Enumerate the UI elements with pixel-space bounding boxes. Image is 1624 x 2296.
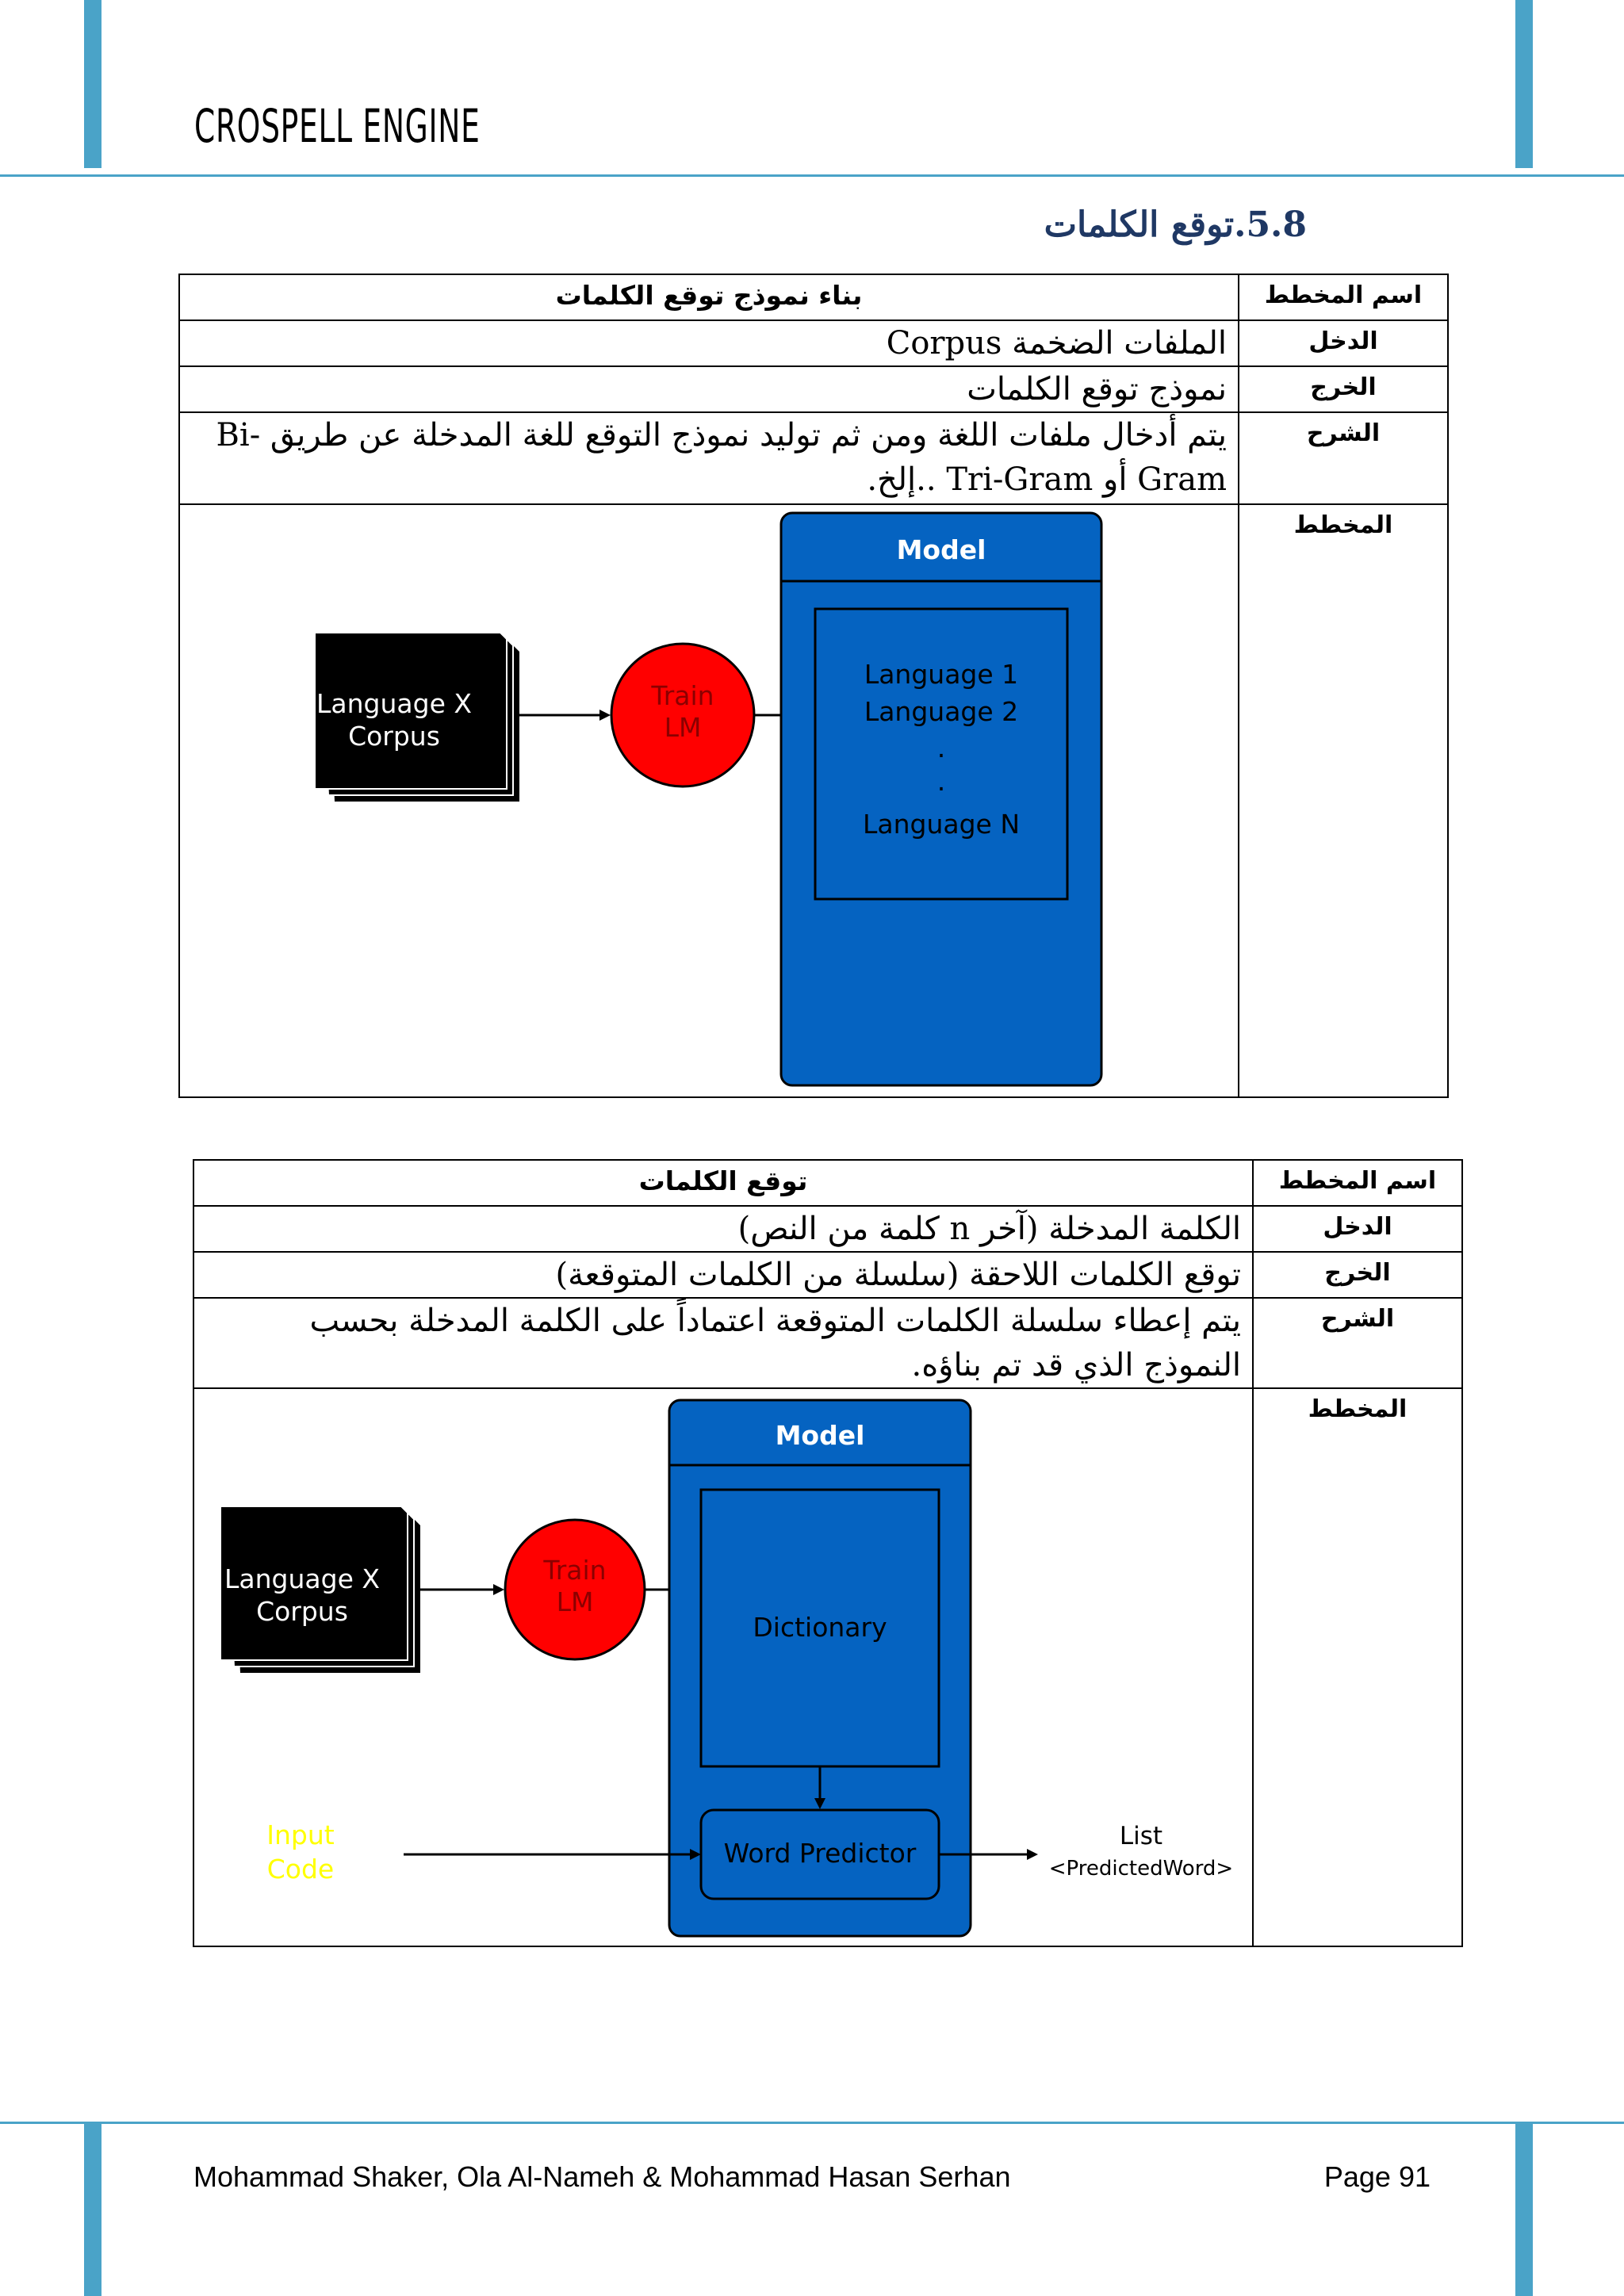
t2-model-title: Model xyxy=(775,1420,865,1451)
diagram-table-1 xyxy=(178,274,1449,1098)
t1-corpus-line1: Language X xyxy=(316,688,472,719)
t1-explain-value: يتم أدخال ملفات اللغة ومن ثم توليد نموذج التوقع للغة المدخلة عن طريق Bi-Gram أو Tri-Gram ..إلخ. xyxy=(179,412,1239,504)
t1-diagram-label: المخطط xyxy=(1239,504,1448,1097)
t1-input-label: الدخل xyxy=(1239,320,1448,366)
header-bar-left xyxy=(84,0,102,168)
t1-output-value: نموذج توقع الكلمات xyxy=(179,366,1239,412)
t1-name-label: اسم المخطط xyxy=(1239,274,1448,320)
section-heading: 5.8.توقع الكلمات xyxy=(1044,205,1307,245)
t2-explain-label: الشرح xyxy=(1253,1298,1462,1388)
t2-diagram-cell xyxy=(193,1388,1253,1946)
t1-corpus-line2: Corpus xyxy=(348,721,440,752)
t2-dictionary-label: Dictionary xyxy=(753,1612,887,1643)
footer-authors: Mohammad Shaker, Ola Al-Nameh & Mohammad Hasan Serhan xyxy=(193,2160,1011,2193)
footer-bar-right xyxy=(1515,2123,1533,2296)
t1-dot2: . xyxy=(936,766,946,797)
t1-arrowhead-1 xyxy=(599,710,611,721)
t2-output-value: توقع الكلمات اللاحقة (سلسلة من الكلمات المتوقعة) xyxy=(193,1252,1253,1298)
t1-model-title: Model xyxy=(896,534,986,565)
t1-explain-label: الشرح xyxy=(1239,412,1448,504)
t2-output-label: الخرج xyxy=(1253,1252,1462,1298)
t2-corpus-line2: Corpus xyxy=(256,1596,348,1627)
t2-explain-value: يتم إعطاء سلسلة الكلمات المتوقعة اعتماداً على الكلمة المدخلة بحسب النموذج الذي قد تم بناؤه. xyxy=(193,1298,1253,1388)
t1-train-line1: Train xyxy=(651,680,714,711)
t2-arrowhead-5 xyxy=(1027,1849,1038,1860)
header-title: CROSPELL ENGINE xyxy=(194,99,481,153)
header-bar-right xyxy=(1515,0,1533,168)
t2-corpus-line1: Language X xyxy=(224,1563,380,1594)
t2-train-line1: Train xyxy=(543,1555,607,1586)
t1-name-value: بناء نموذج توقع الكلمات xyxy=(179,274,1239,320)
t1-input-value: الملفات الضخمة Corpus xyxy=(179,320,1239,366)
t1-diagram-cell xyxy=(179,504,1239,1097)
t2-input-line2: Code xyxy=(266,1854,335,1885)
t2-word-predictor-label: Word Predictor xyxy=(723,1838,917,1869)
t1-train-line2: LM xyxy=(664,712,702,743)
footer-rule xyxy=(0,2122,1624,2124)
t2-name-label: اسم المخطط xyxy=(1253,1160,1462,1206)
t2-list-line1: List xyxy=(1119,1822,1163,1850)
t2-arrowhead-1 xyxy=(493,1584,504,1595)
header-rule xyxy=(0,174,1624,177)
t1-lang1: Language 1 xyxy=(864,659,1019,690)
t2-name-value: توقع الكلمات xyxy=(193,1160,1253,1206)
t1-langN: Language N xyxy=(862,809,1021,840)
footer-page-number: Page 91 xyxy=(1323,2160,1431,2193)
t1-output-label: الخرج xyxy=(1239,366,1448,412)
t2-input-value: الكلمة المدخلة (آخر n كلمة من النص) xyxy=(193,1206,1253,1252)
t1-lang2: Language 2 xyxy=(864,696,1019,727)
t2-train-line2: LM xyxy=(556,1586,594,1617)
t2-diagram-label: المخطط xyxy=(1253,1388,1462,1946)
diagram-table-2 xyxy=(193,1159,1463,1947)
t2-input-line1: Input xyxy=(266,1820,335,1850)
t1-dot1: . xyxy=(936,733,946,763)
t2-input-label: الدخل xyxy=(1253,1206,1462,1252)
t2-diagram xyxy=(193,1389,1252,1947)
t1-diagram xyxy=(178,505,1238,1098)
t2-list-line2: <PredictedWord> xyxy=(1048,1857,1234,1881)
footer-bar-left xyxy=(84,2123,102,2296)
